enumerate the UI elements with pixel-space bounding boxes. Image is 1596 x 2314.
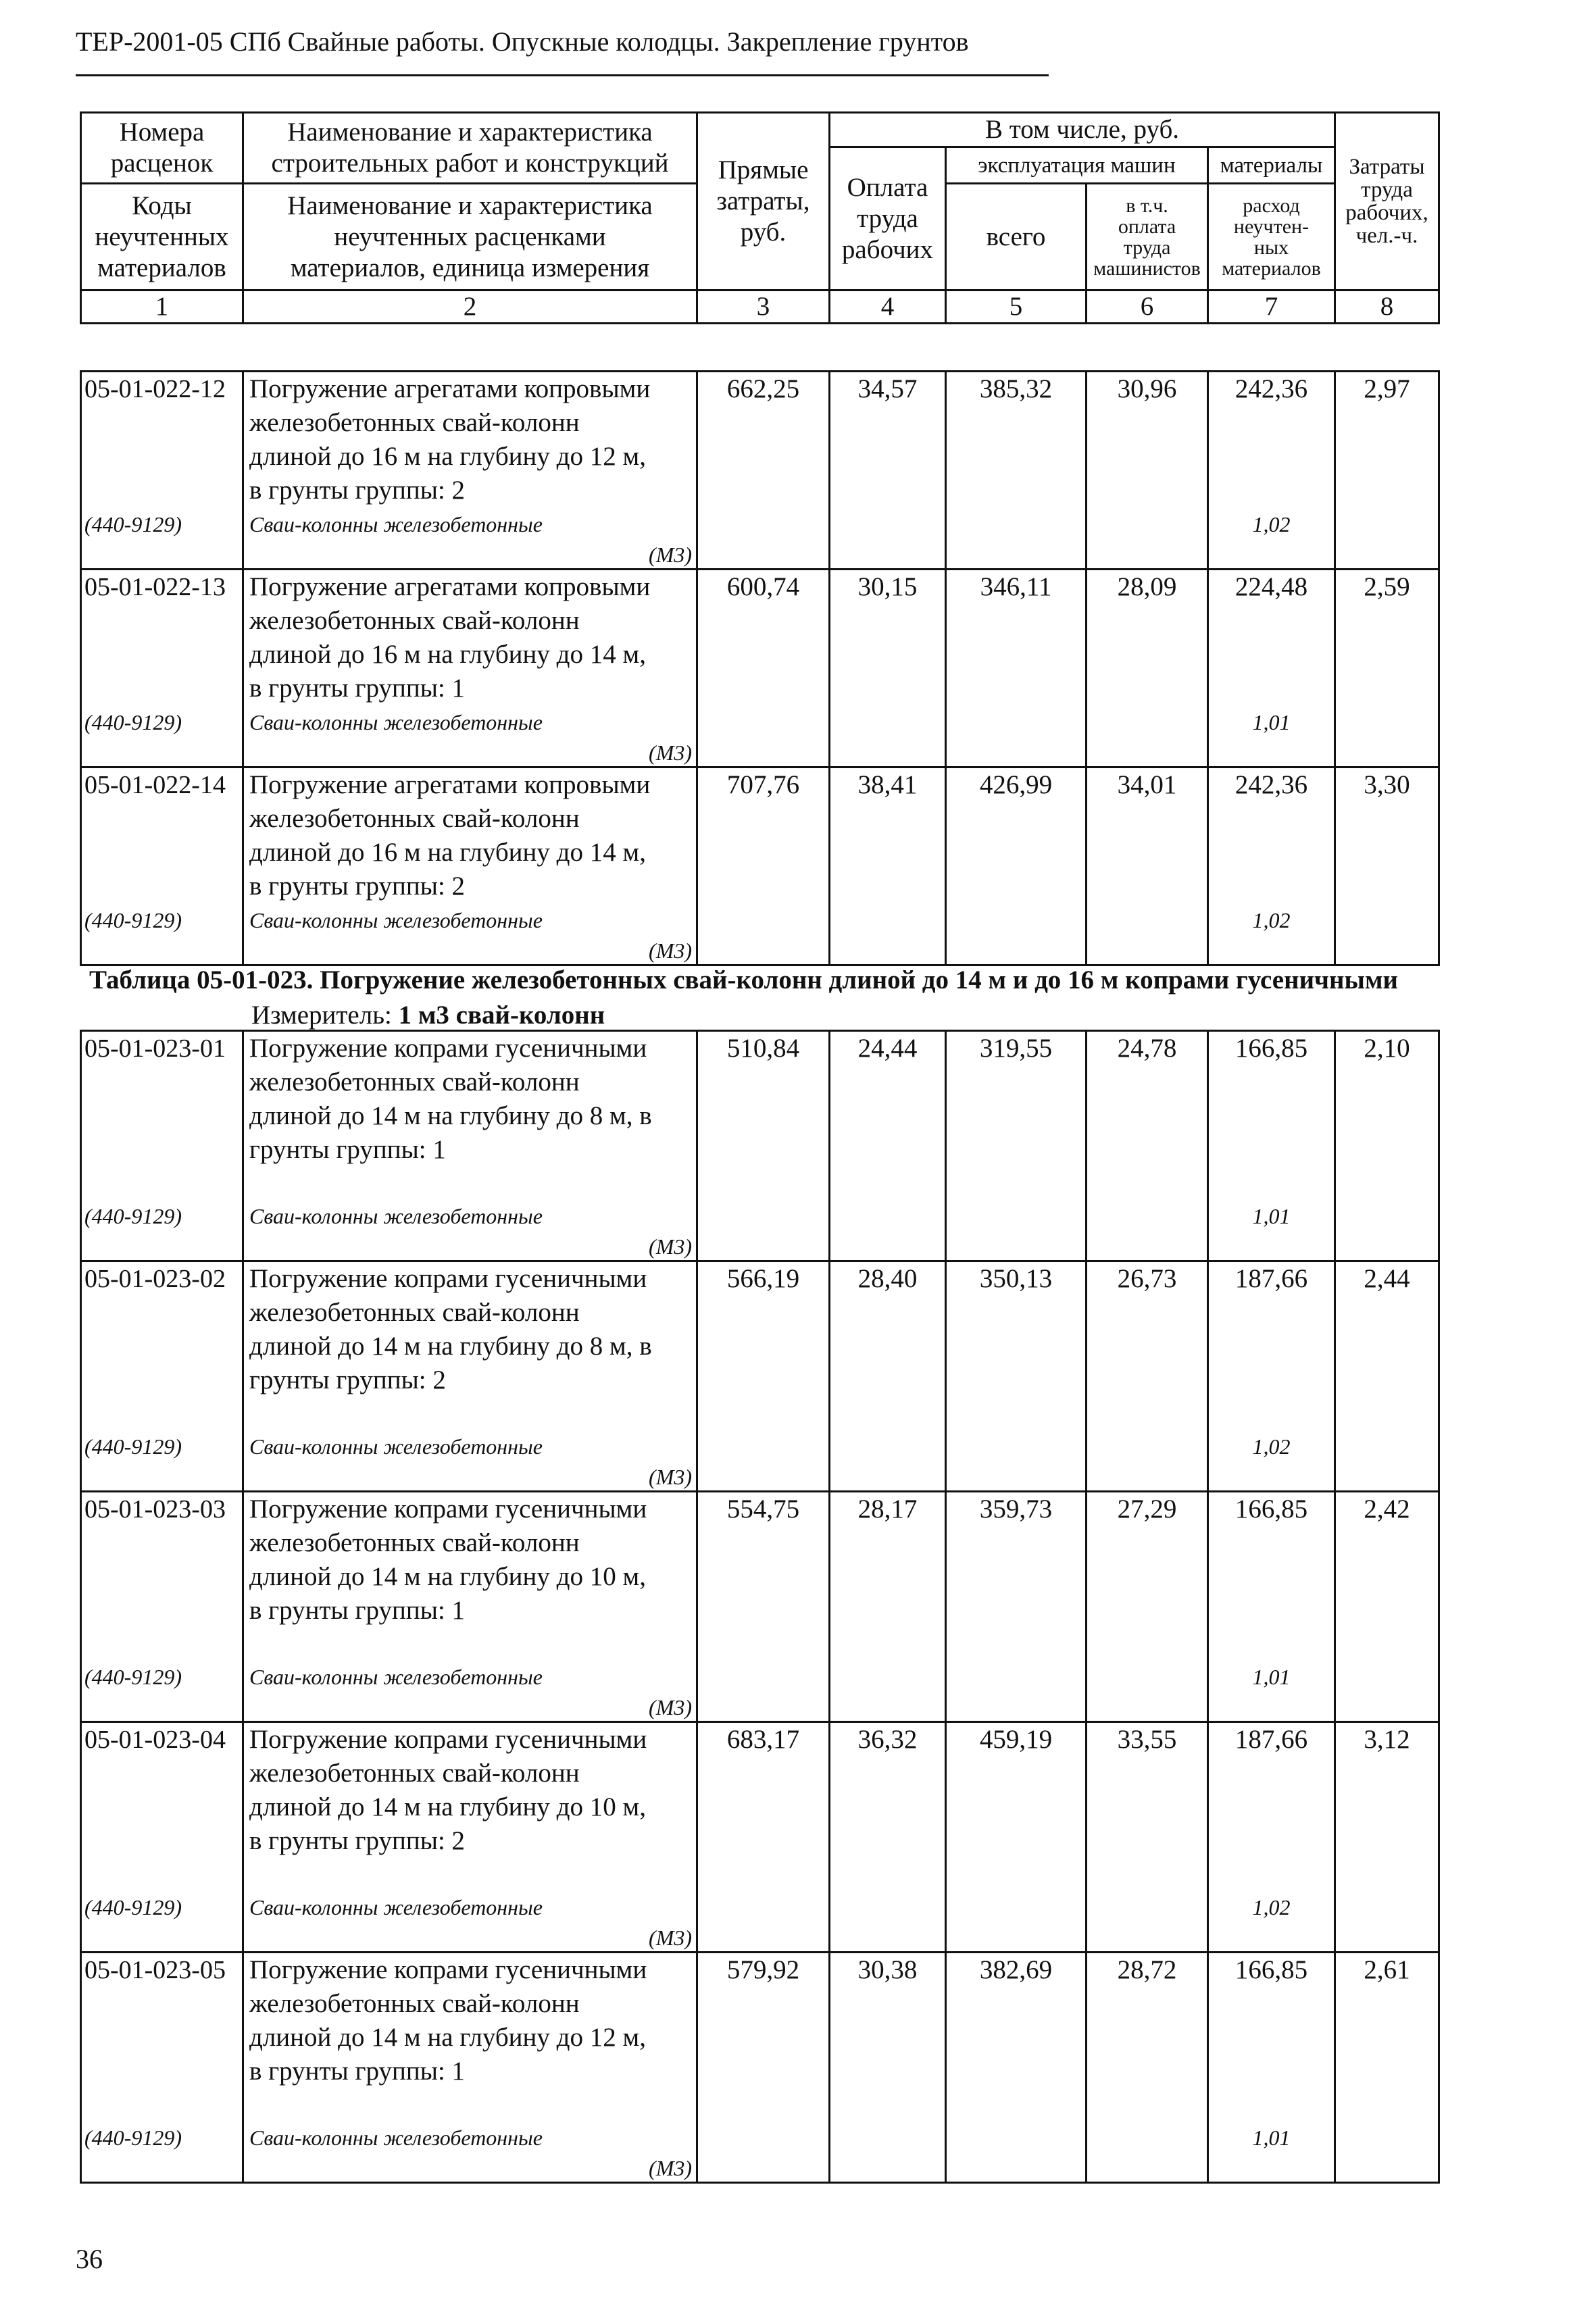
operator-pay: 30,96 (1087, 372, 1208, 570)
worker-pay: 30,38 (830, 1953, 946, 2183)
materials-cell (1208, 1722, 1335, 1953)
labor-hours: 2,97 (1335, 372, 1439, 570)
machines-total: 350,13 (946, 1261, 1087, 1492)
rate-code-cell (81, 768, 243, 965)
machines-total: 346,11 (946, 570, 1087, 768)
work-description (243, 1261, 697, 1492)
material-code: (440-9129) (84, 1665, 182, 1689)
materials-cell (1208, 1492, 1335, 1722)
worker-pay: 28,40 (830, 1261, 946, 1492)
material-quantity: 1,02 (1252, 908, 1291, 932)
direct-costs: 566,19 (697, 1261, 830, 1492)
col-number: 5 (946, 291, 1087, 324)
material-name: Сваи-колонны железобетонные (249, 2126, 543, 2150)
work-desc-line: Погружение копрами гусеничными (249, 1725, 647, 1754)
material-code: (440-9129) (84, 1204, 182, 1228)
rate-row (81, 1261, 1439, 1492)
machines-total: 319,55 (946, 1031, 1087, 1261)
work-desc-line: железобетонных свай-колонн (249, 408, 580, 437)
materials-cell (1208, 768, 1335, 965)
work-desc-line: длиной до 16 м на глубину до 12 м, (249, 442, 646, 471)
materials-cost: 166,85 (1235, 1034, 1308, 1063)
work-desc-line: железобетонных свай-колонн (249, 1067, 580, 1097)
material-unit: (М3) (649, 1234, 692, 1259)
work-description (243, 1953, 697, 2183)
materials-cost: 224,48 (1235, 572, 1308, 601)
rate-code: 05-01-022-14 (84, 771, 226, 799)
material-quantity: 1,02 (1252, 1895, 1291, 1919)
work-desc-line: в грунты группы: 1 (249, 674, 466, 703)
material-quantity: 1,01 (1252, 1204, 1291, 1228)
col-number: 2 (243, 291, 697, 324)
machines-total: 426,99 (946, 768, 1087, 965)
rate-code: 05-01-022-12 (84, 375, 226, 403)
work-desc-line: железобетонных свай-колонн (249, 1298, 580, 1327)
machines-total: 459,19 (946, 1722, 1087, 1953)
materials-cell (1208, 1953, 1335, 2183)
work-description (243, 1722, 697, 1953)
direct-costs: 662,25 (697, 372, 830, 570)
work-desc-line: длиной до 14 м на глубину до 12 м, (249, 2023, 646, 2052)
measure-unit: Измеритель: 1 м3 свай-колонн (251, 1001, 605, 1030)
operator-pay: 28,09 (1087, 570, 1208, 768)
col-number: 8 (1335, 291, 1439, 324)
header-labor-hours: Затраты труда рабочих, чел.-ч. (1335, 113, 1439, 291)
material-name: Сваи-колонны железобетонные (249, 512, 543, 536)
header-worker-pay: Оплата труда рабочих (830, 147, 946, 291)
direct-costs: 683,17 (697, 1722, 830, 1953)
material-unit: (М3) (649, 1695, 692, 1719)
rate-row (81, 768, 1439, 965)
material-code: (440-9129) (84, 2126, 182, 2150)
header-operator-pay: в т.ч. оплата труда машинистов (1087, 184, 1208, 291)
work-desc-line: длиной до 16 м на глубину до 14 м, (249, 640, 646, 669)
rate-row (81, 1722, 1439, 1953)
work-desc-line: длиной до 14 м на глубину до 10 м, (249, 1792, 646, 1821)
work-desc-line: Погружение агрегатами копровыми (249, 374, 651, 403)
rate-code-cell (81, 1492, 243, 1722)
operator-pay: 24,78 (1087, 1031, 1208, 1261)
work-description (243, 1492, 697, 1722)
work-desc-line: в грунты группы: 1 (249, 1596, 466, 1625)
material-name: Сваи-колонны железобетонные (249, 710, 543, 734)
materials-cost: 187,66 (1235, 1264, 1308, 1293)
materials-cost: 242,36 (1235, 770, 1308, 799)
machines-total: 359,73 (946, 1492, 1087, 1722)
operator-pay: 26,73 (1087, 1261, 1208, 1492)
rate-code-cell (81, 1261, 243, 1492)
work-desc-line: железобетонных свай-колонн (249, 1989, 580, 2018)
table-caption: Таблица 05-01-023. Погружение железобетонных свай-колонн длиной до 14 м и до 16 м копрами гусеничными (89, 965, 1399, 995)
material-name: Сваи-колонны железобетонные (249, 1204, 543, 1228)
material-quantity: 1,01 (1252, 2126, 1291, 2150)
header-material-consumption: расход неучтен- ных материалов (1208, 184, 1335, 291)
work-desc-line: железобетонных свай-колонн (249, 606, 580, 635)
header-work-name: Наименование и характеристика строительных работ и конструкций (243, 113, 697, 184)
col-number: 1 (81, 291, 243, 324)
rate-row (81, 1031, 1439, 1261)
material-code: (440-9129) (84, 512, 182, 536)
material-unit: (М3) (649, 1465, 692, 1489)
operator-pay: 28,72 (1087, 1953, 1208, 2183)
work-desc-line: Погружение копрами гусеничными (249, 1494, 647, 1524)
rate-row (81, 372, 1439, 570)
work-desc-line: Погружение копрами гусеничными (249, 1264, 647, 1293)
material-quantity: 1,01 (1252, 710, 1291, 734)
work-desc-line: длиной до 14 м на глубину до 8 м, в (249, 1101, 652, 1130)
rate-code: 05-01-022-13 (84, 573, 226, 601)
materials-cost: 242,36 (1235, 374, 1308, 403)
materials-cost: 187,66 (1235, 1725, 1308, 1754)
work-description (243, 768, 697, 965)
labor-hours: 2,10 (1335, 1031, 1439, 1261)
labor-hours: 2,59 (1335, 570, 1439, 768)
rate-row (81, 1953, 1439, 2183)
material-code: (440-9129) (84, 710, 182, 734)
col-number: 4 (830, 291, 946, 324)
rate-code-cell (81, 1031, 243, 1261)
header-material-name: Наименование и характеристика неучтенных расценками материалов, единица измерения (243, 184, 697, 291)
running-header: ТЕР-2001-05 СПб Свайные работы. Опускные колодцы. Закрепление грунтов (76, 26, 969, 57)
material-unit: (М3) (649, 938, 692, 963)
machines-total: 385,32 (946, 372, 1087, 570)
header-rule (76, 74, 1049, 76)
operator-pay: 33,55 (1087, 1722, 1208, 1953)
material-code: (440-9129) (84, 908, 182, 932)
materials-cost: 166,85 (1235, 1955, 1308, 1984)
materials-cost: 166,85 (1235, 1494, 1308, 1524)
material-unit: (М3) (649, 543, 692, 567)
material-code: (440-9129) (84, 1895, 182, 1919)
materials-cell (1208, 570, 1335, 768)
material-name: Сваи-колонны железобетонные (249, 1895, 543, 1919)
direct-costs: 554,75 (697, 1492, 830, 1722)
work-desc-line: грунты группы: 2 (249, 1365, 446, 1394)
direct-costs: 600,74 (697, 570, 830, 768)
rate-code-cell (81, 570, 243, 768)
labor-hours: 3,30 (1335, 768, 1439, 965)
work-desc-line: железобетонных свай-колонн (249, 804, 580, 833)
material-name: Сваи-колонны железобетонные (249, 1434, 543, 1459)
header-materials: материалы (1208, 147, 1335, 184)
material-unit: (М3) (649, 740, 692, 765)
rate-code-cell (81, 372, 243, 570)
rate-code: 05-01-023-02 (84, 1265, 226, 1293)
work-desc-line: в грунты группы: 1 (249, 2057, 466, 2086)
work-description (243, 570, 697, 768)
work-desc-line: длиной до 14 м на глубину до 8 м, в (249, 1332, 652, 1361)
work-desc-line: Погружение копрами гусеничными (249, 1034, 647, 1063)
rate-code-cell (81, 1722, 243, 1953)
worker-pay: 24,44 (830, 1031, 946, 1261)
work-desc-line: Погружение агрегатами копровыми (249, 770, 651, 799)
work-desc-line: железобетонных свай-колонн (249, 1528, 580, 1557)
worker-pay: 36,32 (830, 1722, 946, 1953)
labor-hours: 2,61 (1335, 1953, 1439, 2183)
worker-pay: 30,15 (830, 570, 946, 768)
header-direct-costs: Прямые затраты, руб. (697, 113, 830, 291)
work-desc-line: Погружение копрами гусеничными (249, 1955, 647, 1984)
rate-row (81, 1492, 1439, 1722)
column-header-table (80, 111, 1440, 324)
worker-pay: 28,17 (830, 1492, 946, 1722)
work-description (243, 1031, 697, 1261)
work-desc-line: грунты группы: 1 (249, 1135, 446, 1164)
material-code: (440-9129) (84, 1434, 182, 1459)
worker-pay: 34,57 (830, 372, 946, 570)
worker-pay: 38,41 (830, 768, 946, 965)
material-unit: (М3) (649, 1926, 692, 1950)
rate-code: 05-01-023-03 (84, 1495, 226, 1524)
material-quantity: 1,02 (1252, 1434, 1291, 1459)
rate-code: 05-01-023-04 (84, 1726, 226, 1754)
direct-costs: 510,84 (697, 1031, 830, 1261)
work-desc-line: Погружение агрегатами копровыми (249, 572, 651, 601)
direct-costs: 579,92 (697, 1953, 830, 2183)
header-machines: эксплуатация машин (946, 147, 1208, 184)
col-number: 3 (697, 291, 830, 324)
material-unit: (М3) (649, 2156, 692, 2180)
work-desc-line: длиной до 14 м на глубину до 10 м, (249, 1562, 646, 1591)
materials-cell (1208, 1031, 1335, 1261)
header-rate-numbers: Номера расценок (81, 113, 243, 184)
machines-total: 382,69 (946, 1953, 1087, 2183)
rate-code-cell (81, 1953, 243, 2183)
work-description (243, 372, 697, 570)
operator-pay: 34,01 (1087, 768, 1208, 965)
work-desc-line: в грунты группы: 2 (249, 476, 466, 505)
header-including: В том числе, руб. (830, 113, 1335, 147)
rate-code: 05-01-023-01 (84, 1034, 226, 1063)
work-desc-line: длиной до 16 м на глубину до 14 м, (249, 838, 646, 867)
col-number: 6 (1087, 291, 1208, 324)
labor-hours: 2,44 (1335, 1261, 1439, 1492)
rates-table-022 (80, 370, 1440, 966)
materials-cell (1208, 372, 1335, 570)
rate-row (81, 570, 1439, 768)
direct-costs: 707,76 (697, 768, 830, 965)
rates-table-023 (80, 1030, 1440, 2184)
page-number: 36 (76, 2244, 103, 2274)
rate-code: 05-01-023-05 (84, 1956, 226, 1984)
labor-hours: 3,12 (1335, 1722, 1439, 1953)
material-quantity: 1,01 (1252, 1665, 1291, 1689)
operator-pay: 27,29 (1087, 1492, 1208, 1722)
header-machines-total: всего (946, 184, 1087, 291)
material-name: Сваи-колонны железобетонные (249, 908, 543, 932)
work-desc-line: железобетонных свай-колонн (249, 1759, 580, 1788)
col-number: 7 (1208, 291, 1335, 324)
materials-cell (1208, 1261, 1335, 1492)
work-desc-line: в грунты группы: 2 (249, 872, 466, 901)
material-name: Сваи-колонны железобетонные (249, 1665, 543, 1689)
material-quantity: 1,02 (1252, 512, 1291, 536)
labor-hours: 2,42 (1335, 1492, 1439, 1722)
work-desc-line: в грунты группы: 2 (249, 1826, 466, 1855)
header-codes: Коды неучтенных материалов (81, 184, 243, 291)
